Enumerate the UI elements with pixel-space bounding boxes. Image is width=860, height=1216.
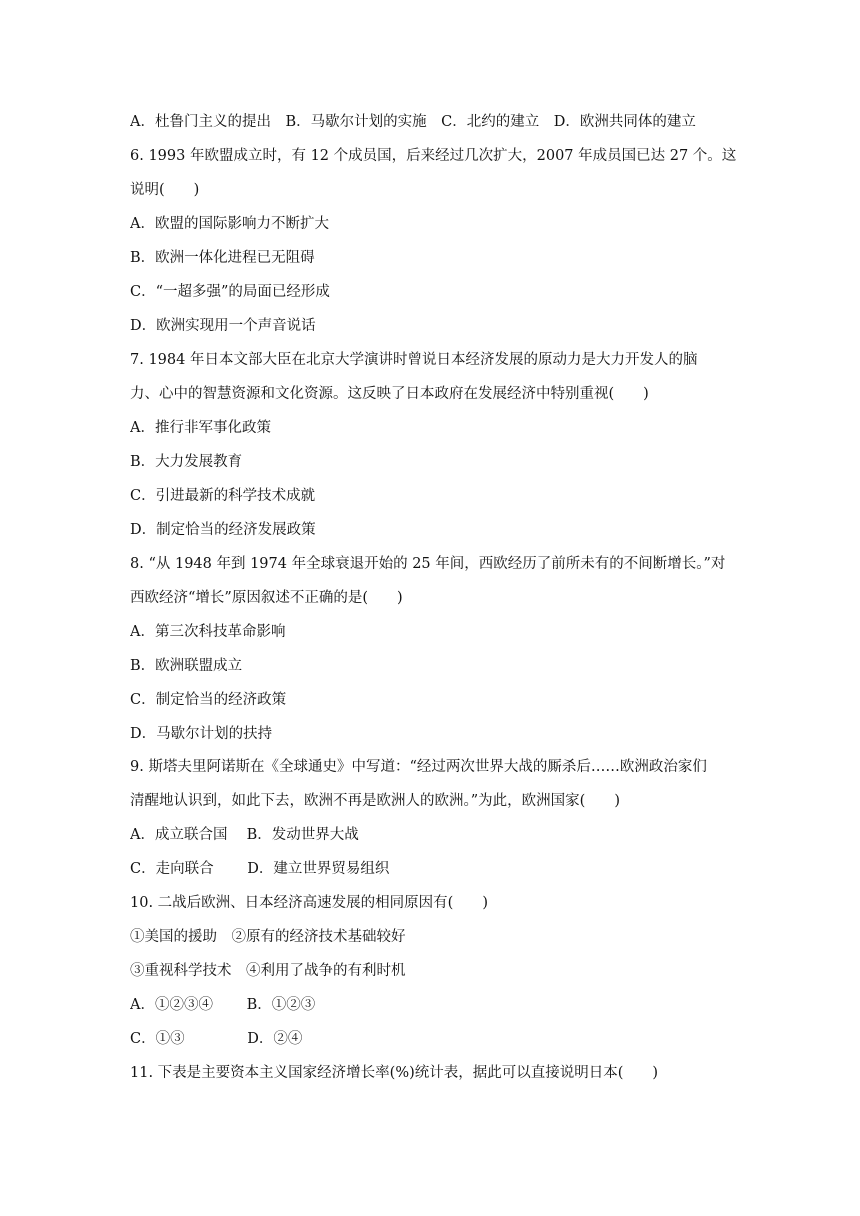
q6-stem-line1: 6. 1993 年欧盟成立时，有 12 个成员国，后来经过几次扩大，2007 年成员国已达 27 个。这 <box>130 148 737 164</box>
q10-items-line1: ①美国的援助 ②原有的经济技术基础较好 <box>130 929 406 945</box>
q9-options-line1: A．成立联合国 B．发动世界大战 <box>130 827 359 843</box>
q10-options-line1: A．①②③④ B．①②③ <box>130 997 316 1013</box>
q10-items-line2: ③重视科学技术 ④利用了战争的有利时机 <box>130 963 406 979</box>
q6-option-a: A．欧盟的国际影响力不断扩大 <box>130 216 329 232</box>
q8-option-b: B．欧洲联盟成立 <box>130 658 243 674</box>
q6-option-c: C．“一超多强”的局面已经形成 <box>130 284 330 300</box>
q10-options-line2: C．①③ D．②④ <box>130 1031 303 1047</box>
q10-stem: 10. 二战后欧洲、日本经济高速发展的相同原因有( ) <box>130 895 488 911</box>
q7-option-c: C．引进最新的科学技术成就 <box>130 488 316 504</box>
q9-stem-line2: 清醒地认识到，如此下去，欧洲不再是欧洲人的欧洲。”为此，欧洲国家( ) <box>130 793 620 809</box>
q8-option-a: A．第三次科技革命影响 <box>130 624 286 640</box>
q7-option-a: A．推行非军事化政策 <box>130 420 271 436</box>
q8-stem-line2: 西欧经济“增长”原因叙述不正确的是( ) <box>130 590 403 606</box>
q6-option-b: B．欧洲一体化进程已无阻碍 <box>130 250 315 266</box>
q7-option-d: D．制定恰当的经济发展政策 <box>130 522 316 538</box>
q7-stem-line2: 力、心中的智慧资源和文化资源。这反映了日本政府在发展经济中特别重视( ) <box>130 386 649 402</box>
q6-option-d: D．欧洲实现用一个声音说话 <box>130 318 316 334</box>
q7-stem-line1: 7. 1984 年日本文部大臣在北京大学演讲时曾说日本经济发展的原动力是大力开发人的脑 <box>130 352 698 368</box>
q9-stem-line1: 9. 斯塔夫里阿诺斯在《全球通史》中写道：“经过两次世界大战的厮杀后……欧洲政治家们 <box>130 759 707 775</box>
q8-option-d: D．马歇尔计划的扶持 <box>130 726 273 742</box>
q6-stem-line2: 说明( ) <box>130 182 200 198</box>
q5-options: A．杜鲁门主义的提出 B．马歇尔计划的实施 C．北约的建立 D．欧洲共同体的建立 <box>130 114 696 130</box>
q7-option-b: B．大力发展教育 <box>130 454 243 470</box>
q8-stem-line1: 8. “从 1948 年到 1974 年全球衰退开始的 25 年间，西欧经历了前所未有的不间断增长。”对 <box>130 556 726 572</box>
q9-options-line2: C．走向联合 D．建立世界贸易组织 <box>130 861 390 877</box>
q8-option-c: C．制定恰当的经济政策 <box>130 692 287 708</box>
q11-stem: 11. 下表是主要资本主义国家经济增长率(%)统计表，据此可以直接说明日本( ) <box>130 1065 659 1081</box>
